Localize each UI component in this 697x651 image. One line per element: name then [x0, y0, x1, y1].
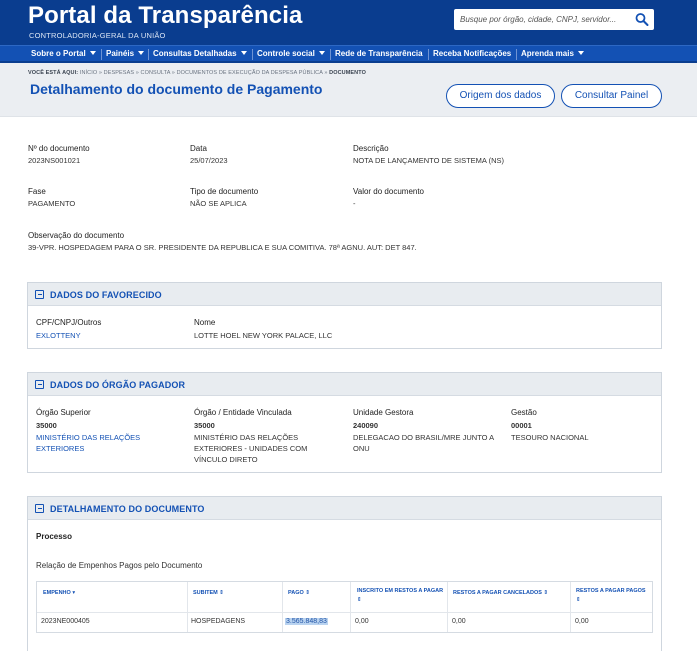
col-cancelados-header[interactable]: RESTOS A PAGAR CANCELADOS ⇕ — [453, 590, 549, 596]
page-title: Detalhamento do documento de Pagamento — [30, 81, 323, 97]
nav-aprenda-mais[interactable]: Aprenda mais — [521, 49, 584, 58]
numero-value: 2023NS001021 — [28, 156, 81, 165]
chevron-down-icon — [578, 51, 584, 55]
nav-rede-de-transparencia[interactable]: Rede de Transparência — [335, 49, 423, 58]
sort-icon: ⇕ — [576, 597, 581, 603]
valor-label: Valor do documento — [353, 187, 425, 196]
vinculada-code: 35000 — [194, 421, 215, 430]
descricao-label: Descrição — [353, 144, 389, 153]
nav-consultas-detalhadas[interactable]: Consultas Detalhadas — [153, 49, 247, 58]
main-nav — [0, 45, 697, 63]
sort-icon: ⇕ — [543, 590, 549, 596]
col-empenho-header[interactable]: EMPENHO ▾ — [43, 590, 76, 596]
gestao-label: Gestão — [511, 408, 537, 417]
vinculada-name-line2: EXTERIORES - UNIDADES COM — [194, 444, 308, 453]
observacao-value: 39-VPR. HOSPEDAGEM PARA O SR. PRESIDENTE DA REPUBLICA E SUA COMITIVA. 78ª AGNU. AUT: DET 847. — [28, 243, 417, 252]
detalhamento-title: DETALHAMENTO DO DOCUMENTO — [50, 504, 205, 514]
nome-value: LOTTE HOEL NEW YORK PALACE, LLC — [194, 331, 333, 340]
nav-paineis[interactable]: Painéis — [106, 49, 144, 58]
processo-label: Processo — [36, 532, 73, 541]
gestao-code: 00001 — [511, 421, 532, 430]
orgao-title: DADOS DO ÓRGÃO PAGADOR — [50, 380, 186, 390]
gestora-name-line2: ONU — [353, 444, 370, 453]
vinculada-name-line1: MINISTÉRIO DAS RELAÇÕES — [194, 433, 299, 442]
empenho-link[interactable]: 2023NE000405 — [41, 618, 90, 625]
data-label: Data — [190, 144, 207, 153]
col-restos-pagos-header[interactable]: RESTOS A PAGAR PAGOS ⇕ — [576, 588, 646, 603]
orgao-superior-link-line2[interactable]: EXTERIORES — [36, 444, 85, 453]
data-value: 25/07/2023 — [190, 156, 228, 165]
pago-value-selected[interactable]: 3.565.848,83 — [286, 618, 327, 625]
fase-value: PAGAMENTO — [28, 199, 76, 208]
orgao-superior-link[interactable]: MINISTÉRIO DAS RELAÇÕES — [36, 433, 141, 442]
tipo-label: Tipo de documento — [190, 187, 259, 196]
col-inscrito-header[interactable]: INSCRITO EM RESTOS A PAGAR ⇕ — [357, 588, 444, 603]
pago-cell — [285, 618, 328, 625]
observacao-label: Observação do documento — [28, 231, 125, 240]
descricao-value: NOTA DE LANÇAMENTO DE SISTEMA (NS) — [353, 156, 504, 165]
sort-icon: ⇕ — [305, 590, 310, 596]
nav-controle-social[interactable]: Controle social — [257, 49, 325, 58]
gestora-label: Unidade Gestora — [353, 408, 414, 417]
gestora-code: 240090 — [353, 421, 379, 430]
collapse-icon[interactable] — [35, 380, 44, 389]
vinculada-label: Órgão / Entidade Vinculada — [194, 408, 292, 417]
orgao-panel-header[interactable] — [28, 373, 661, 396]
nav-sobre-o-portal[interactable]: Sobre o Portal — [31, 49, 96, 58]
subitem-cell: HOSPEDAGENS — [191, 618, 246, 625]
page-header-band — [0, 63, 697, 117]
restos-pagos-cell: 0,00 — [575, 618, 589, 625]
favorecido-panel — [27, 282, 662, 349]
orgao-superior-label: Órgão Superior — [36, 408, 91, 417]
tipo-value: NÃO SE APLICA — [190, 199, 247, 208]
valor-value: - — [353, 199, 356, 208]
inscrito-cell: 0,00 — [355, 618, 369, 625]
chevron-down-icon — [241, 51, 247, 55]
collapse-icon[interactable] — [35, 504, 44, 513]
nav-receba-notificacoes[interactable]: Receba Notificações — [433, 49, 512, 58]
search-box[interactable] — [454, 9, 654, 30]
sort-desc-icon: ▾ — [72, 590, 76, 596]
numero-label: Nº do documento — [28, 144, 90, 153]
gestao-name: TESOURO NACIONAL — [511, 433, 589, 442]
gestora-name-line1: DELEGACAO DO BRASIL/MRE JUNTO A — [353, 433, 495, 442]
sort-icon: ⇕ — [357, 597, 362, 603]
site-header — [0, 0, 697, 45]
site-logo-title[interactable]: Portal da Transparência — [28, 2, 303, 29]
origem-dos-dados-button[interactable]: Origem dos dados — [446, 84, 555, 108]
col-subitem-header[interactable]: SUBITEM ⇕ — [193, 590, 224, 596]
search-input[interactable] — [460, 12, 630, 27]
fase-label: Fase — [28, 187, 46, 196]
cancelados-cell: 0,00 — [452, 618, 466, 625]
collapse-icon[interactable] — [35, 290, 44, 299]
consultar-painel-button[interactable]: Consultar Painel — [561, 84, 662, 108]
chevron-down-icon — [138, 51, 144, 55]
search-icon[interactable] — [634, 12, 650, 27]
site-subtitle: CONTROLADORIA-GERAL DA UNIÃO — [29, 31, 166, 40]
orgao-panel — [27, 372, 662, 473]
chevron-down-icon — [319, 51, 325, 55]
relacao-label: Relação de Empenhos Pagos pelo Documento — [36, 561, 203, 570]
favorecido-panel-header[interactable] — [28, 283, 661, 306]
cpf-link[interactable]: EXLOTTENY — [36, 331, 81, 340]
orgao-superior-code: 35000 — [36, 421, 57, 430]
sort-icon: ⇕ — [219, 590, 224, 596]
favorecido-title: DADOS DO FAVORECIDO — [50, 290, 162, 300]
col-pago-header[interactable]: PAGO ⇕ — [288, 590, 310, 596]
nome-label: Nome — [194, 318, 216, 327]
empenhos-table — [36, 581, 653, 633]
chevron-down-icon — [90, 51, 96, 55]
cpf-label: CPF/CNPJ/Outros — [36, 318, 102, 327]
detalhamento-panel-header[interactable] — [28, 497, 661, 520]
breadcrumb[interactable]: VOCÊ ESTÁ AQUI: INÍCIO » DESPESAS » CONSULTA » DOCUMENTOS DE EXECUÇÃO DA DESPESA PÚBLICA » DOCUMENTO — [28, 70, 366, 76]
vinculada-name-line3: VÍNCULO DIRETO — [194, 455, 258, 464]
